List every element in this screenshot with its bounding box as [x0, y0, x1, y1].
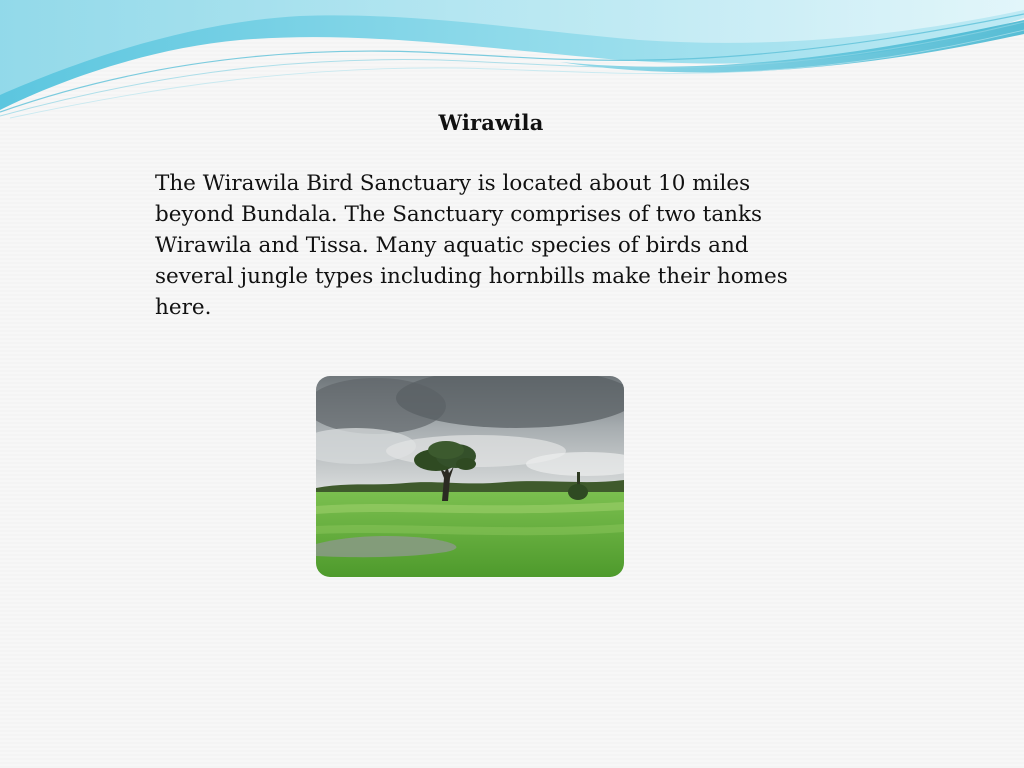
slide-title: Wirawila [438, 110, 544, 135]
landscape-photo [316, 376, 624, 577]
slide-body-text: The Wirawila Bird Sanctuary is located about 10 miles beyond Bundala. The Sanctuary comprises of two tanks Wirawila and Tissa. Many aquatic species of birds and several jungle types including hornbills make their homes here. [155, 171, 788, 320]
